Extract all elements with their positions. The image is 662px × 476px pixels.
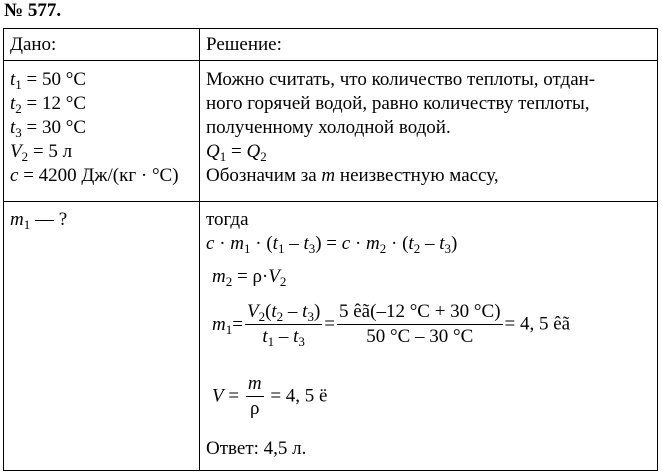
table-border-left (3, 28, 4, 471)
denote-line: Обозначим за m неизвестную массу, (206, 165, 499, 186)
solution-text (206, 68, 650, 188)
problem-number: № 577. (4, 0, 62, 21)
fraction-formula: $\frac{V_2(t_2 - t_3)}{t_1 - t_3}$ (246, 301, 321, 349)
given-list (10, 68, 179, 188)
equation-heat-expanded: $c \cdot m_1 \cdot (t_1 - t_3) = c \cdot m_2 \cdot (t_2 - t_3)$ (206, 233, 458, 256)
then-word: тогда (206, 209, 249, 230)
equation-mass-density: $m_2 = \rho\cdot V_2$ (212, 266, 287, 289)
solution-text-line-1: Можно считать, что количество теплоты, отдан- (206, 69, 596, 90)
fraction-volume: $\frac{m}{\rho}$ (247, 373, 262, 419)
solution-text-line-2: ного горячей водой, равно количеству теплоты, (206, 93, 590, 114)
equation-volume: V = $\frac{m}{\rho}$ = 4, 5 ë (212, 373, 328, 419)
given-v2: $V_2 = 5$ л (10, 141, 73, 164)
equation-m1-calculation: $m_1=$ $\frac{V_2(t_2 - t_3)}{t_1 - t_3}$ = $\frac{5 êã(-12 ^\circ C + 30 ^\circ C)}{50 ^\circ C - 30 ^\circ C}$ = 4, 5 êã (212, 301, 571, 349)
table-border-top (3, 28, 658, 29)
solution-text-line-3: полученному холодной водой. (206, 117, 451, 138)
answer: Ответ: 4,5 л. (206, 438, 307, 459)
given-c: c = 4200 Дж/(кг · °C) (10, 165, 179, 186)
given-t1: $t_1 = 50$ °C (10, 69, 87, 92)
given-t2: $t_2 = 12$ °C (10, 93, 87, 116)
table-border-bottom (3, 470, 658, 471)
table-divider-header (3, 60, 658, 61)
table-divider-vertical (199, 28, 200, 471)
fraction-numeric: $\frac{5 êã(-12 ^\circ C + 30 ^\circ C)}{50 ^\circ C - 30 ^\circ C}$ (339, 301, 501, 347)
table-divider-given (3, 201, 658, 202)
solution-header: Решение: (206, 34, 282, 55)
table-border-right (657, 28, 658, 471)
find-m1: $m_1$ — ? (10, 209, 68, 232)
given-t3: $t_3 = 30$ °C (10, 117, 87, 140)
heat-balance-equation: $Q_1 = Q_2$ (206, 141, 267, 164)
given-header: Дано: (10, 34, 57, 55)
